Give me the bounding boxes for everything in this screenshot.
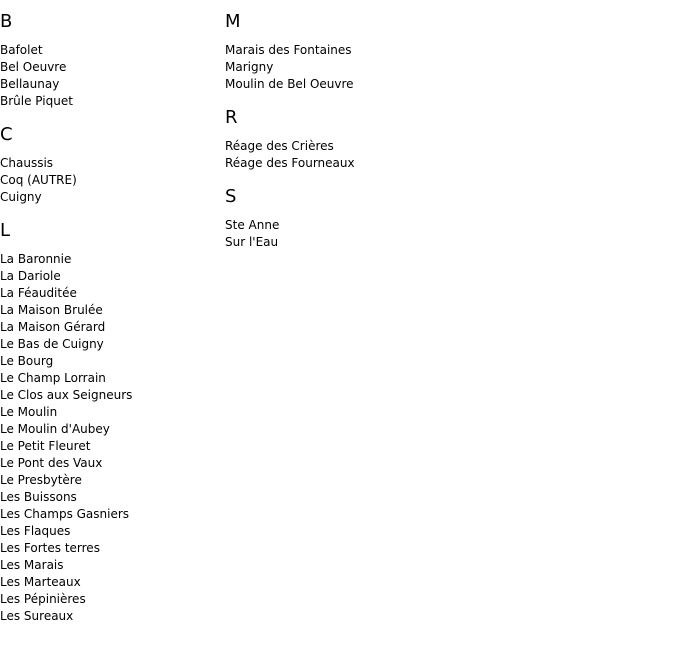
letter-group-b (0, 12, 225, 110)
group-heading-r: R (225, 107, 238, 128)
place-link-la-maison-gerard[interactable]: La Maison Gérard (0, 320, 106, 334)
place-link-cuigny[interactable]: Cuigny (0, 190, 42, 204)
place-link-reage-des-crieres[interactable]: Réage des Crières (225, 139, 334, 153)
place-link-brule-piquet[interactable]: Brûle Piquet (0, 94, 73, 108)
entry-list (225, 42, 525, 93)
place-link-le-pont-des-vaux[interactable]: Le Pont des Vaux (0, 456, 103, 470)
entry-list (225, 138, 525, 172)
place-link-les-marais[interactable]: Les Marais (0, 558, 64, 572)
place-link-le-presbytere[interactable]: Le Presbytère (0, 473, 82, 487)
place-link-la-dariole[interactable]: La Dariole (0, 269, 61, 283)
letter-group-l (0, 221, 225, 625)
group-heading-l: L (0, 220, 11, 241)
place-link-coq-autre[interactable]: Coq (AUTRE) (0, 173, 77, 187)
letter-group-r (225, 108, 525, 172)
place-link-les-champs-gasniers[interactable]: Les Champs Gasniers (0, 507, 130, 521)
entry-list (0, 251, 225, 625)
place-link-chaussis[interactable]: Chaussis (0, 156, 54, 170)
place-link-le-moulin-d-aubey[interactable]: Le Moulin d'Aubey (0, 422, 110, 436)
place-link-les-fortes-terres[interactable]: Les Fortes terres (0, 541, 100, 555)
place-link-la-feauditee[interactable]: La Féauditée (0, 286, 77, 300)
place-link-les-marteaux[interactable]: Les Marteaux (0, 575, 81, 589)
place-link-la-maison-brulee[interactable]: La Maison Brulée (0, 303, 103, 317)
place-link-moulin-de-bel-oeuvre[interactable]: Moulin de Bel Oeuvre (225, 77, 354, 91)
entry-list (0, 42, 225, 110)
place-link-la-baronnie[interactable]: La Baronnie (0, 252, 72, 266)
place-link-marais-des-fontaines[interactable]: Marais des Fontaines (225, 43, 352, 57)
place-link-le-champ-lorrain[interactable]: Le Champ Lorrain (0, 371, 106, 385)
place-link-bafolet[interactable]: Bafolet (0, 43, 43, 57)
place-link-bel-oeuvre[interactable]: Bel Oeuvre (0, 60, 67, 74)
left-column (0, 0, 225, 640)
group-heading-s: S (225, 186, 237, 207)
group-heading-b: B (0, 11, 13, 32)
letter-group-m (225, 12, 525, 93)
place-link-le-bas-de-cuigny[interactable]: Le Bas de Cuigny (0, 337, 104, 351)
place-link-les-flaques[interactable]: Les Flaques (0, 524, 71, 538)
place-link-bellaunay[interactable]: Bellaunay (0, 77, 60, 91)
right-column (225, 0, 525, 266)
letter-group-s (225, 187, 525, 251)
place-link-ste-anne[interactable]: Ste Anne (225, 218, 280, 232)
entry-list (0, 155, 225, 206)
place-link-marigny[interactable]: Marigny (225, 60, 274, 74)
place-link-les-buissons[interactable]: Les Buissons (0, 490, 77, 504)
place-link-les-sureaux[interactable]: Les Sureaux (0, 609, 74, 623)
entry-list (225, 217, 525, 251)
letter-group-c (0, 125, 225, 206)
place-link-reage-des-fourneaux[interactable]: Réage des Fourneaux (225, 156, 355, 170)
place-link-sur-l-eau[interactable]: Sur l'Eau (225, 235, 279, 249)
place-link-les-pepinieres[interactable]: Les Pépinières (0, 592, 86, 606)
group-heading-m: M (225, 11, 241, 32)
group-heading-c: C (0, 124, 13, 145)
place-link-le-moulin[interactable]: Le Moulin (0, 405, 58, 419)
place-link-le-bourg[interactable]: Le Bourg (0, 354, 54, 368)
place-link-le-clos-aux-seigneurs[interactable]: Le Clos aux Seigneurs (0, 388, 133, 402)
place-link-le-petit-fleuret[interactable]: Le Petit Fleuret (0, 439, 91, 453)
